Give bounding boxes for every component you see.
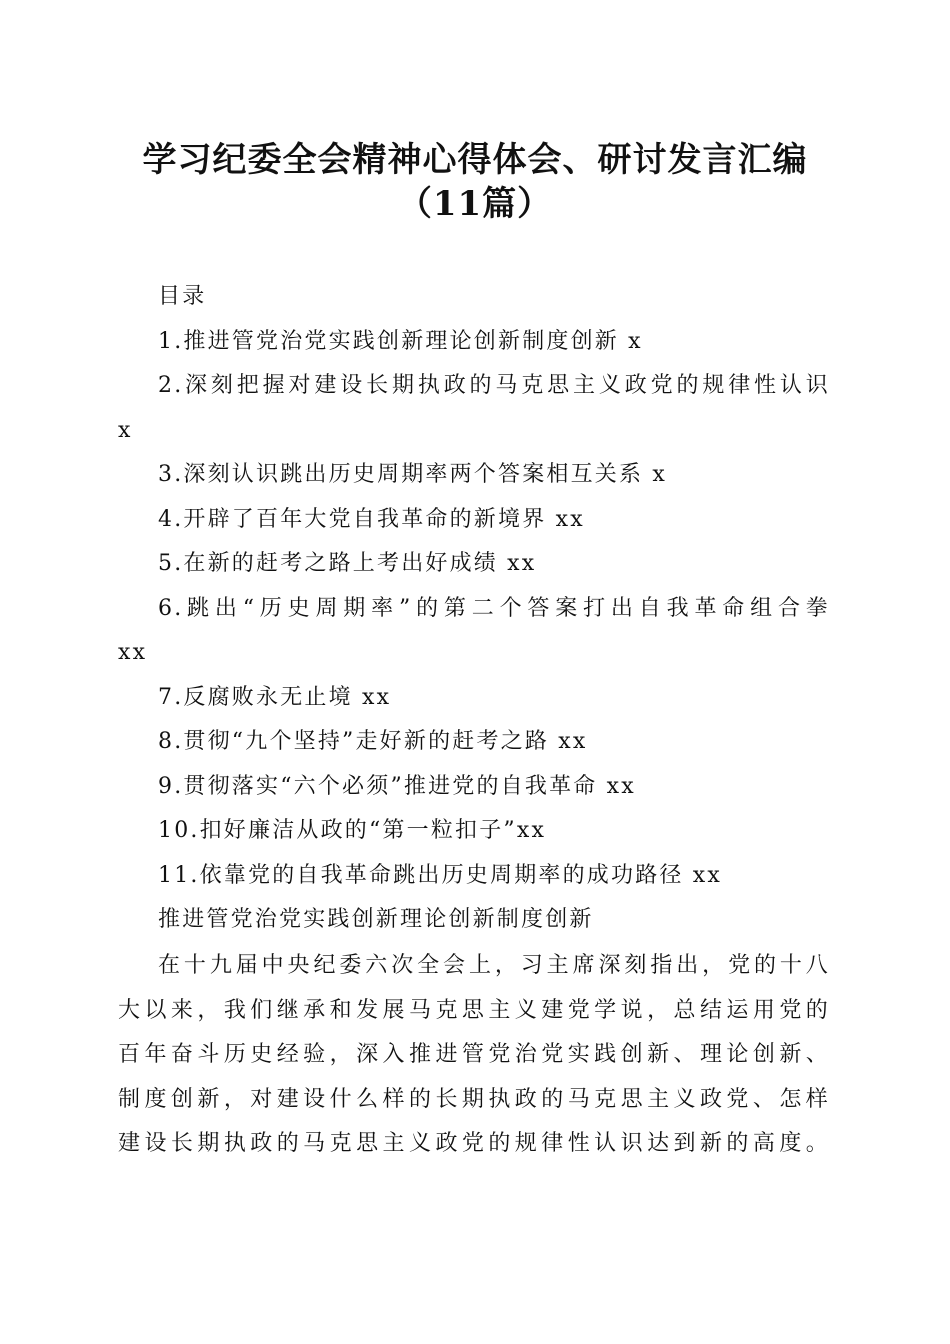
- toc-heading: 目录: [158, 284, 207, 309]
- toc-item: 2.深刻把握对建设长期执政的马克思主义政党的规律性认识: [158, 373, 830, 398]
- paragraph-line: 大以来，我们继承和发展马克思主义建党学说，总结运用党的: [118, 997, 830, 1023]
- table-of-contents: [118, 275, 830, 943]
- toc-item: 3.深刻认识跳出历史周期率两个答案相互关系 x: [158, 462, 667, 487]
- section-heading: 推进管党治党实践创新理论创新制度创新: [158, 907, 594, 932]
- toc-item: 5.在新的赶考之路上考出好成绩 xx: [158, 551, 537, 576]
- toc-item: 7.反腐败永无止境 xx: [158, 684, 392, 710]
- paragraph-line: 建设长期执政的马克思主义政党的规律性认识达到新的高度。: [118, 1131, 830, 1156]
- paragraph-line: 制度创新，对建设什么样的长期执政的马克思主义政党、怎样: [118, 1086, 830, 1112]
- document-title-count: （11篇）: [397, 184, 553, 224]
- toc-item-continuation: xx: [118, 640, 148, 665]
- toc-item: 1.推进管党治党实践创新理论创新制度创新 x: [158, 328, 643, 354]
- document-title: 学习纪委全会精神心得体会、研讨发言汇编: [142, 140, 808, 180]
- paragraph-line: 在十九届中央纪委六次全会上，习主席深刻指出，党的十八: [158, 953, 830, 978]
- toc-item-continuation: x: [118, 417, 133, 443]
- toc-item: 4.开辟了百年大党自我革命的新境界 xx: [158, 506, 585, 532]
- toc-item: 8.贯彻“九个坚持”走好新的赶考之路 xx: [158, 729, 588, 754]
- body-paragraph: [118, 944, 830, 1167]
- toc-item: 9.贯彻落实“六个必须”推进党的自我革命 xx: [158, 773, 636, 799]
- toc-item: 10.扣好廉洁从政的“第一粒扣子”xx: [158, 818, 547, 843]
- toc-item: 11.依靠党的自我革命跳出历史周期率的成功路径 xx: [158, 862, 722, 888]
- paragraph-line: 百年奋斗历史经验，深入推进管党治党实践创新、理论创新、: [118, 1042, 830, 1067]
- toc-item: 6.跳出“历史周期率”的第二个答案打出自我革命组合拳: [158, 595, 830, 621]
